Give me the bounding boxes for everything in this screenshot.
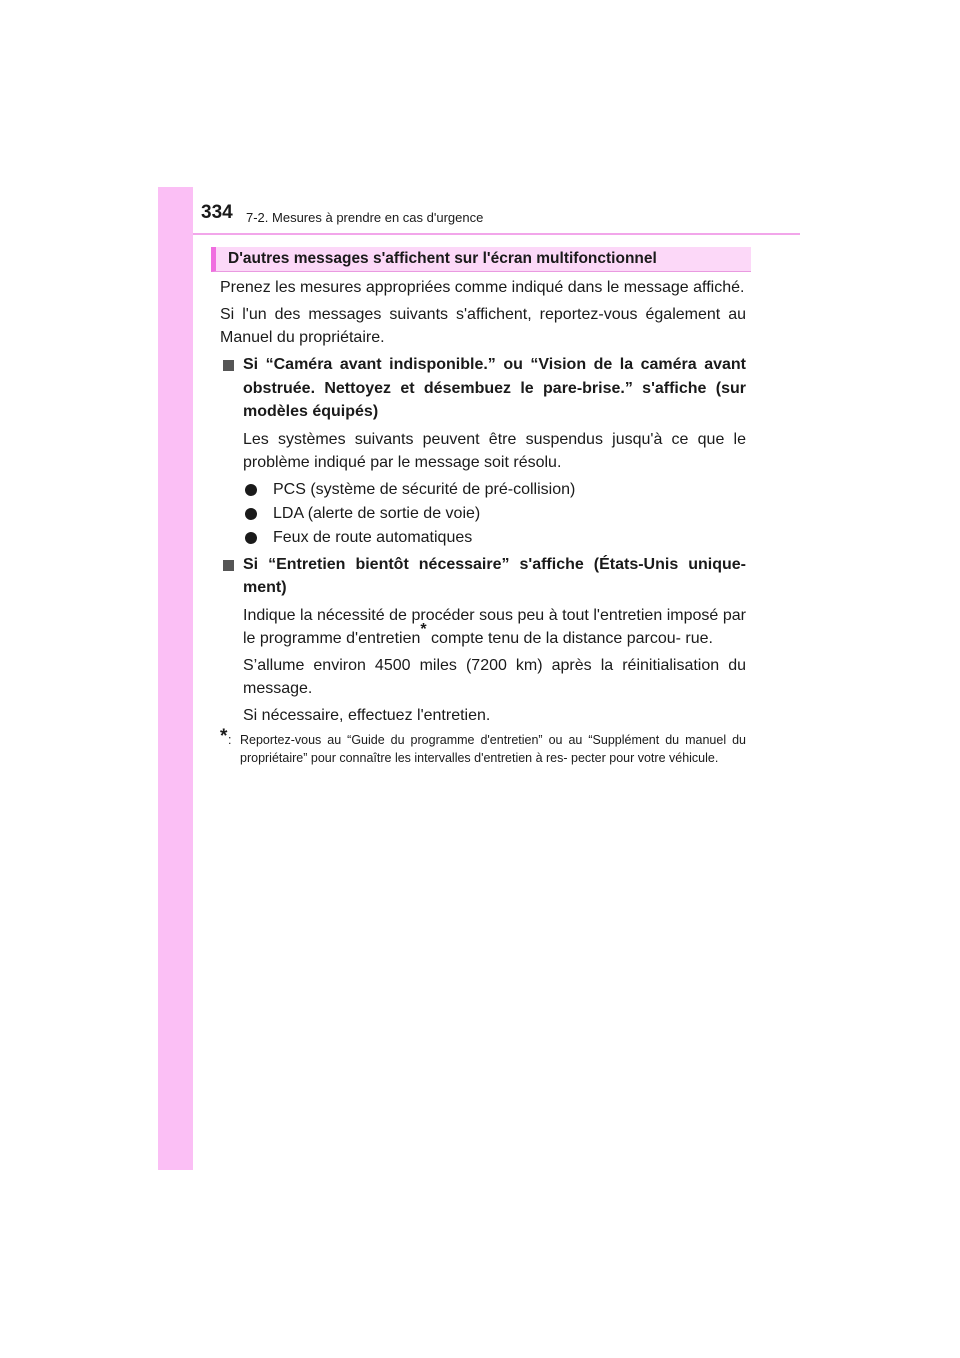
square-bullet-icon [223,560,234,571]
page-number: 334 [201,202,233,223]
section-heading-bar [211,247,751,272]
round-bullet-icon [245,532,257,544]
footnote-colon: : [228,732,232,747]
intro-paragraph-1: Prenez les mesures appropriées comme indiqué dans le message affiché. [220,279,745,296]
item2-text-part1: Indique la nécessité de procéder sous peu à tout l'entretien imposé par le programme d'entretien [243,606,746,647]
intro-paragraph-2: Si l'un des messages suivants s'affichent, reportez-vous également au Manuel du propriétaire. [220,306,746,346]
item2-text-part2: compte tenu de la distance parcou- rue. [426,629,713,647]
item1-text: Les systèmes suivants peuvent être suspendus jusqu'à ce que le problème indiqué par le message soit résolu. [243,430,746,471]
item1-heading [220,353,746,424]
list-item [220,478,746,501]
item2-text-3: Si nécessaire, effectuez l'entretien. [243,706,491,724]
footnote-marker: * [420,621,427,639]
item2-heading [220,553,746,600]
page-body [220,276,746,767]
footnote-text: Reportez-vous au “Guide du programme d'entretien” ou au “Supplément du manuel du propriétaire” pour connaître les intervalles d'entretien à res- pecter pour votre véhicule. [240,732,746,765]
section-title: D'autres messages s'affichent sur l'écran multifonctionnel [228,250,657,267]
round-bullet-icon [245,508,257,520]
item1-heading-text: Si “Caméra avant indisponible.” ou “Vision de la caméra avant obstruée. Nettoyez et désembuez le pare-brise.” s'affiche (sur modèles équipés) [243,356,746,420]
list-item [220,526,746,549]
item2-heading-text: Si “Entretien bientôt nécessaire” s'affiche (États-Unis unique- ment) [243,555,746,596]
side-color-band [158,187,193,1170]
list-item [220,502,746,525]
round-bullet-icon [245,484,257,496]
chapter-title: 7-2. Mesures à prendre en cas d'urgence [246,210,484,225]
bullet-text: PCS (système de sécurité de pré-collision) [273,480,576,498]
square-bullet-icon [223,360,234,371]
bullet-text: LDA (alerte de sortie de voie) [273,504,481,522]
footnote-star: * [220,725,228,747]
item2-text [220,604,746,650]
bullet-text: Feux de route automatiques [273,528,473,546]
footnote [220,725,746,767]
item2-text-2: S’allume environ 4500 miles (7200 km) après la réinitialisation du message. [243,656,746,697]
header-rule [193,233,800,235]
